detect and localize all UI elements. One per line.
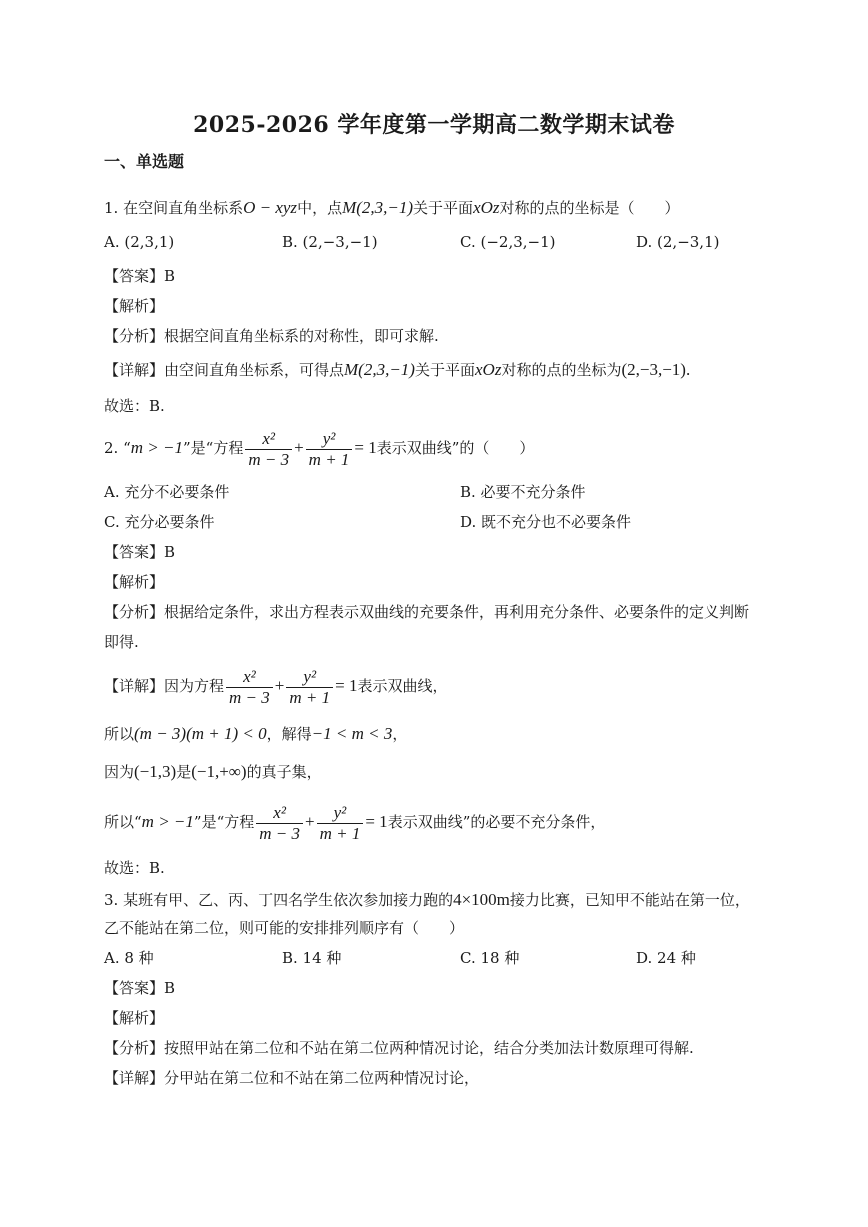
q1-option-d: D. (2,−3,1) [636,233,720,251]
q2-xj4-equals-one: = 1 [365,812,388,831]
q2-fraction-y [306,429,353,470]
q1-xiangjie-plane: xOz [475,360,502,379]
q2-xj4-frac1-denominator: m − 3 [259,823,300,843]
q2-xj4-condition: m > −1 [141,812,194,831]
q1-jiexi: 【解析】 [104,297,165,315]
q1-xiangjie [104,360,690,380]
q3-stem-line1 [104,890,750,910]
q1-option-a: A. (2,3,1) [104,233,175,251]
q2-xj1-frac2-numerator: y² [286,667,333,688]
q2-choose: 故选：B. [104,859,165,877]
q2-xiangjie-4 [104,800,605,844]
q1-xiangjie-text-b: 关于平面 [414,361,475,379]
q1-coord-system: O − xyz [243,198,298,217]
q2-xj2-text-b: ，解得 [266,725,312,743]
q2-xj1-frac1-numerator: x² [226,667,273,688]
q3-fenxi: 【分析】按照甲站在第二位和不站在第二位两种情况讨论，结合分类加法计数原理可得解. [104,1039,694,1057]
q2-xj3-text-c: 的真子集， [246,763,322,781]
q3-option-d: D. 24 种 [636,949,696,967]
q1-xiangjie-text-a: 【详解】由空间直角坐标系，可得点 [104,361,345,379]
q3-option-c: C. 18 种 [460,949,520,967]
q1-stem-text-d: 对称的点的坐标是（ ） [499,199,680,217]
q2-xj4-frac1-numerator: x² [256,803,303,824]
q1-stem-text-b: 中，点 [297,199,343,217]
q1-stem [104,198,680,218]
q2-fenxi-line1: 【分析】根据给定条件，求出方程表示双曲线的充要条件，再利用充分条件、必要条件的定义判断 [104,603,750,621]
q1-xiangjie-text-c: 对称的点的坐标为 [501,361,622,379]
q1-xiangjie-result: (2,−3,−1). [621,360,691,379]
q3-xiangjie: 【详解】分甲站在第二位和不站在第二位两种情况讨论， [104,1069,480,1087]
q2-fenxi-line2: 即得. [104,633,139,651]
q2-frac1-numerator: x² [245,429,292,450]
q2-xj3-text-a: 因为 [104,763,135,781]
q2-xj4-text-a: 所以“ [104,813,142,831]
section-heading: 一、单选题 [104,152,185,171]
q1-stem-text-a: 1. 在空间直角坐标系 [104,199,244,217]
q2-xj1-fraction-y [286,667,333,708]
q2-stem-text-b: ”是“方程 [182,439,244,457]
q2-xj1-text-b: 表示双曲线， [357,677,448,695]
q2-frac2-denominator: m + 1 [308,449,350,469]
q2-plus-sign: + [294,438,304,457]
q2-xj2-range: −1 < m < 3 [311,724,393,743]
q2-xj1-plus-sign: + [274,676,285,695]
q2-xj3-set2: (−1,+∞) [191,762,247,781]
q2-xj4-fraction-x [256,803,303,844]
q1-xiangjie-point: M(2,3,−1) [344,360,415,379]
q2-stem-text-a: 2. “ [104,439,131,457]
q1-option-b: B. (2,−3,−1) [282,233,378,251]
q2-xj4-frac2-numerator: y² [317,803,364,824]
q3-jiexi: 【解析】 [104,1009,165,1027]
q2-xj4-text-c: 表示双曲线”的必要不充分条件， [387,813,606,831]
q1-fenxi: 【分析】根据空间直角坐标系的对称性，即可求解. [104,327,439,345]
q2-equals-one: = 1 [354,438,377,457]
q1-choose: 故选：B. [104,397,165,415]
q2-stem [104,426,534,470]
q1-point: M(2,3,−1) [342,198,414,217]
q2-option-a: A. 充分不必要条件 [104,483,230,501]
q2-option-d: D. 既不充分也不必要条件 [460,513,632,531]
q2-xj2-text-c: ， [392,725,408,743]
q3-option-a: A. 8 种 [104,949,154,967]
q3-stem-text-b: 接力比赛，已知甲不能站在第一位， [509,891,750,909]
q2-xiangjie-3 [104,762,322,782]
exam-title: 2025-2026 学年度第一学期高二数学期末试卷 [193,112,675,138]
q2-xj2-inequality: (m − 3)(m + 1) < 0 [134,724,267,743]
q2-xj1-frac2-denominator: m + 1 [289,687,331,707]
q2-frac2-numerator: y² [306,429,353,450]
q2-condition: m > −1 [130,438,183,457]
q2-xj2-text-a: 所以 [104,725,135,743]
q1-answer: 【答案】B [104,267,176,285]
q2-jiexi: 【解析】 [104,573,165,591]
q3-stem-text-a: 3. 某班有甲、乙、丙、丁四名学生依次参加接力跑的 [104,891,454,909]
q3-stem-line2: 乙不能站在第二位，则可能的安排排列顺序有（ ） [104,919,465,937]
q3-relay: 4×100m [453,890,510,909]
q2-answer: 【答案】B [104,543,176,561]
q2-xiangjie-2 [104,724,407,744]
q2-frac1-denominator: m − 3 [248,449,290,469]
q2-xj1-equals-one: = 1 [335,676,358,695]
q2-xj1-fraction-x [226,667,273,708]
q1-stem-text-c: 关于平面 [413,199,474,217]
q1-option-c: C. (−2,3,−1) [460,233,556,251]
q2-stem-text-c: 表示双曲线”的（ ） [376,439,535,457]
q2-xj3-text-b: 是 [176,763,192,781]
q2-xj4-frac2-denominator: m + 1 [319,823,361,843]
q2-option-b: B. 必要不充分条件 [460,483,586,501]
q2-fraction-x [245,429,292,470]
q2-xj3-set1: (−1,3) [134,762,177,781]
q2-xj1-frac1-denominator: m − 3 [229,687,270,707]
q2-xj4-plus-sign: + [305,812,315,831]
q2-xj4-fraction-y [317,803,364,844]
q2-xj1-text-a: 【详解】因为方程 [104,677,225,695]
q2-option-c: C. 充分必要条件 [104,513,215,531]
q2-xj4-text-b: ”是“方程 [193,813,255,831]
q2-xiangjie-1 [104,664,447,708]
q3-answer: 【答案】B [104,979,176,997]
q3-option-b: B. 14 种 [282,949,342,967]
q1-plane: xOz [473,198,500,217]
